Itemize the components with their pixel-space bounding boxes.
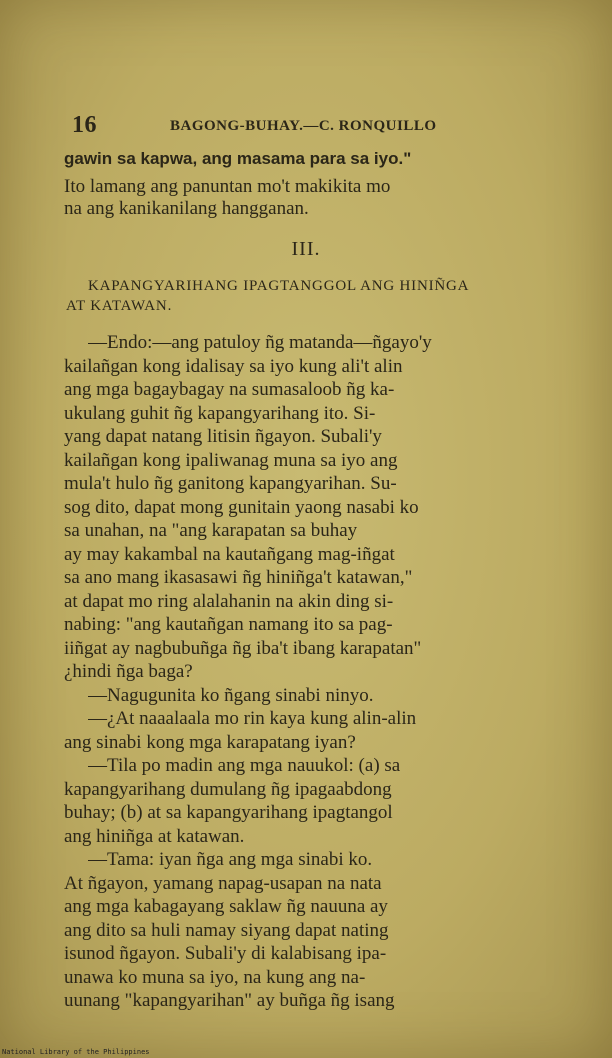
section-title: AT KATAWAN. xyxy=(66,298,173,314)
body-line: sa unahan, na "ang karapatan sa buhay xyxy=(64,520,358,541)
body-line: kailañgan kong idalisay sa iyo kung ali't alin xyxy=(64,355,403,377)
text-line: Ito lamang ang panuntan mo't makikita mo xyxy=(64,176,391,197)
page-header xyxy=(72,112,542,140)
body-line: At ñgayon, yamang napag-usapan na nata xyxy=(64,872,382,894)
body-line: —Nagugunita ko ñgang sinabi ninyo. xyxy=(88,684,374,706)
body-line: mula't hulo ñg ganitong kapangyarihan. Su- xyxy=(64,473,397,494)
body-line: at dapat mo ring alalahanin na akin ding si- xyxy=(64,590,394,612)
body-line: kailañgan kong ipaliwanag muna sa iyo ang xyxy=(64,449,398,471)
body-line: uunang "kapangyarihan" ay buñga ñg isang xyxy=(64,990,395,1011)
body-line: ukulang guhit ñg kapangyarihang ito. Si- xyxy=(64,402,376,424)
body-line: —Endo:—ang patuloy ñg matanda—ñgayo'y xyxy=(88,332,432,353)
body-line: yang dapat natang litisin ñgayon. Subali'y xyxy=(64,426,382,447)
body-line: sa ano mang ikasasawi ñg hiniñga't katawan," xyxy=(64,567,413,588)
body-line: ang mga kabagayang saklaw ñg nauuna ay xyxy=(64,896,388,917)
body-line: isunod ñgayon. Subali'y di kalabisang ipa- xyxy=(64,943,387,964)
body-line: buhay; (b) at sa kapangyarihang ipagtangol xyxy=(64,802,393,823)
footer-credit: National Library of the Philippines xyxy=(2,1048,150,1056)
body-line: ang sinabi kong mga karapatang iyan? xyxy=(64,731,356,753)
section-title: KAPANGYARIHANG IPAGTANGGOL ANG HINIÑGA xyxy=(88,278,470,294)
body-line: ang hiniñga at katawan. xyxy=(64,825,245,847)
body-line: unawa ko muna sa iyo, na kung ang na- xyxy=(64,966,366,988)
body-line: ¿hindi ñga baga? xyxy=(64,661,193,682)
body-line: —Tama: iyan ñga ang mga sinabi ko. xyxy=(88,849,373,870)
body-line: nabing: "ang kautañgan namang ito sa pag- xyxy=(64,614,393,635)
body-line: kapangyarihang dumulang ñg ipagaabdong xyxy=(64,778,392,800)
body-line: ay may kakambal na kautañgang mag-iñgat xyxy=(64,543,395,565)
body-line: ang dito sa huli namay siyang dapat nating xyxy=(64,919,389,941)
body-line: iiñgat ay nagbubuñga ñg iba't ibang karapatan" xyxy=(64,637,422,659)
text-line: na ang kanikanilang hangganan. xyxy=(64,198,309,219)
running-head: BAGONG-BUHAY.—C. RONQUILLO xyxy=(170,118,437,134)
body-line: sog dito, dapat mong gunitain yaong nasabi ko xyxy=(64,496,419,518)
page-number: 16 xyxy=(72,112,97,138)
body-line: —Tila po madin ang mga nauukol: (a) sa xyxy=(88,755,401,776)
body-line: ang mga bagaybagay na sumasaloob ñg ka- xyxy=(64,379,395,400)
body-line: —¿At naaalaala mo rin kaya kung alin-alin xyxy=(88,708,417,729)
text-line: gawin sa kapwa, ang masama para sa iyo." xyxy=(64,149,412,168)
section-number: III. xyxy=(291,238,321,260)
